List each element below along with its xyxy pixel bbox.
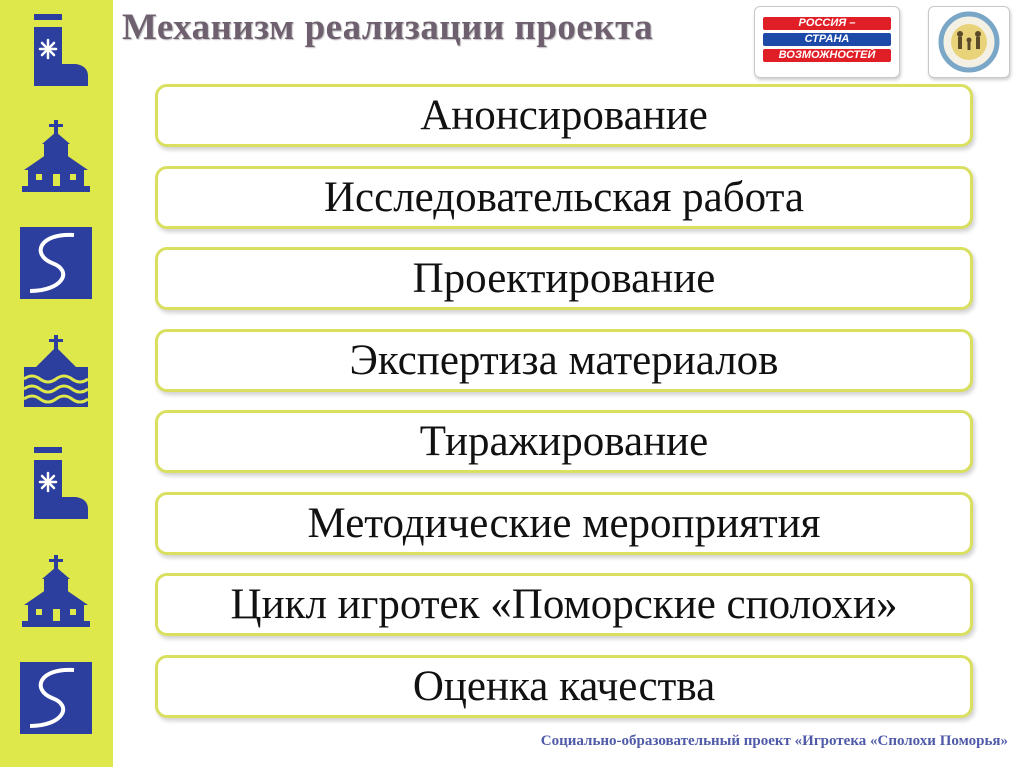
church-icon	[18, 553, 94, 629]
valenok-icon	[18, 445, 94, 521]
step-item: Методические мероприятия	[155, 492, 973, 555]
steps-list	[155, 84, 973, 736]
slide-title: Механизм реализации проекта	[122, 7, 654, 48]
russia-logo	[754, 6, 900, 78]
family-emblem-logo	[928, 6, 1010, 78]
step-item: Экспертиза материалов	[155, 329, 973, 392]
russia-logo-line-1: РОССИЯ –	[763, 17, 891, 30]
step-item: Анонсирование	[155, 84, 973, 147]
church-icon	[18, 118, 94, 194]
russia-logo-line-2: СТРАНА	[763, 33, 891, 46]
russia-logo-line-3: ВОЗМОЖНОСТЕЙ	[763, 49, 891, 62]
step-item: Цикл игротек «Поморские сполохи»	[155, 573, 973, 636]
valenok-icon	[18, 12, 94, 88]
footer-caption: Социально-образовательный проект «Игротека «Сполохи Поморья»	[540, 733, 1008, 749]
river-icon	[18, 660, 94, 736]
step-item: Исследовательская работа	[155, 166, 973, 229]
river-icon	[18, 225, 94, 301]
step-item: Проектирование	[155, 247, 973, 310]
sidebar	[0, 0, 113, 767]
step-item: Тиражирование	[155, 410, 973, 473]
family-emblem-icon	[929, 7, 1009, 77]
church-waves-icon	[18, 333, 94, 409]
step-item: Оценка качества	[155, 655, 973, 718]
